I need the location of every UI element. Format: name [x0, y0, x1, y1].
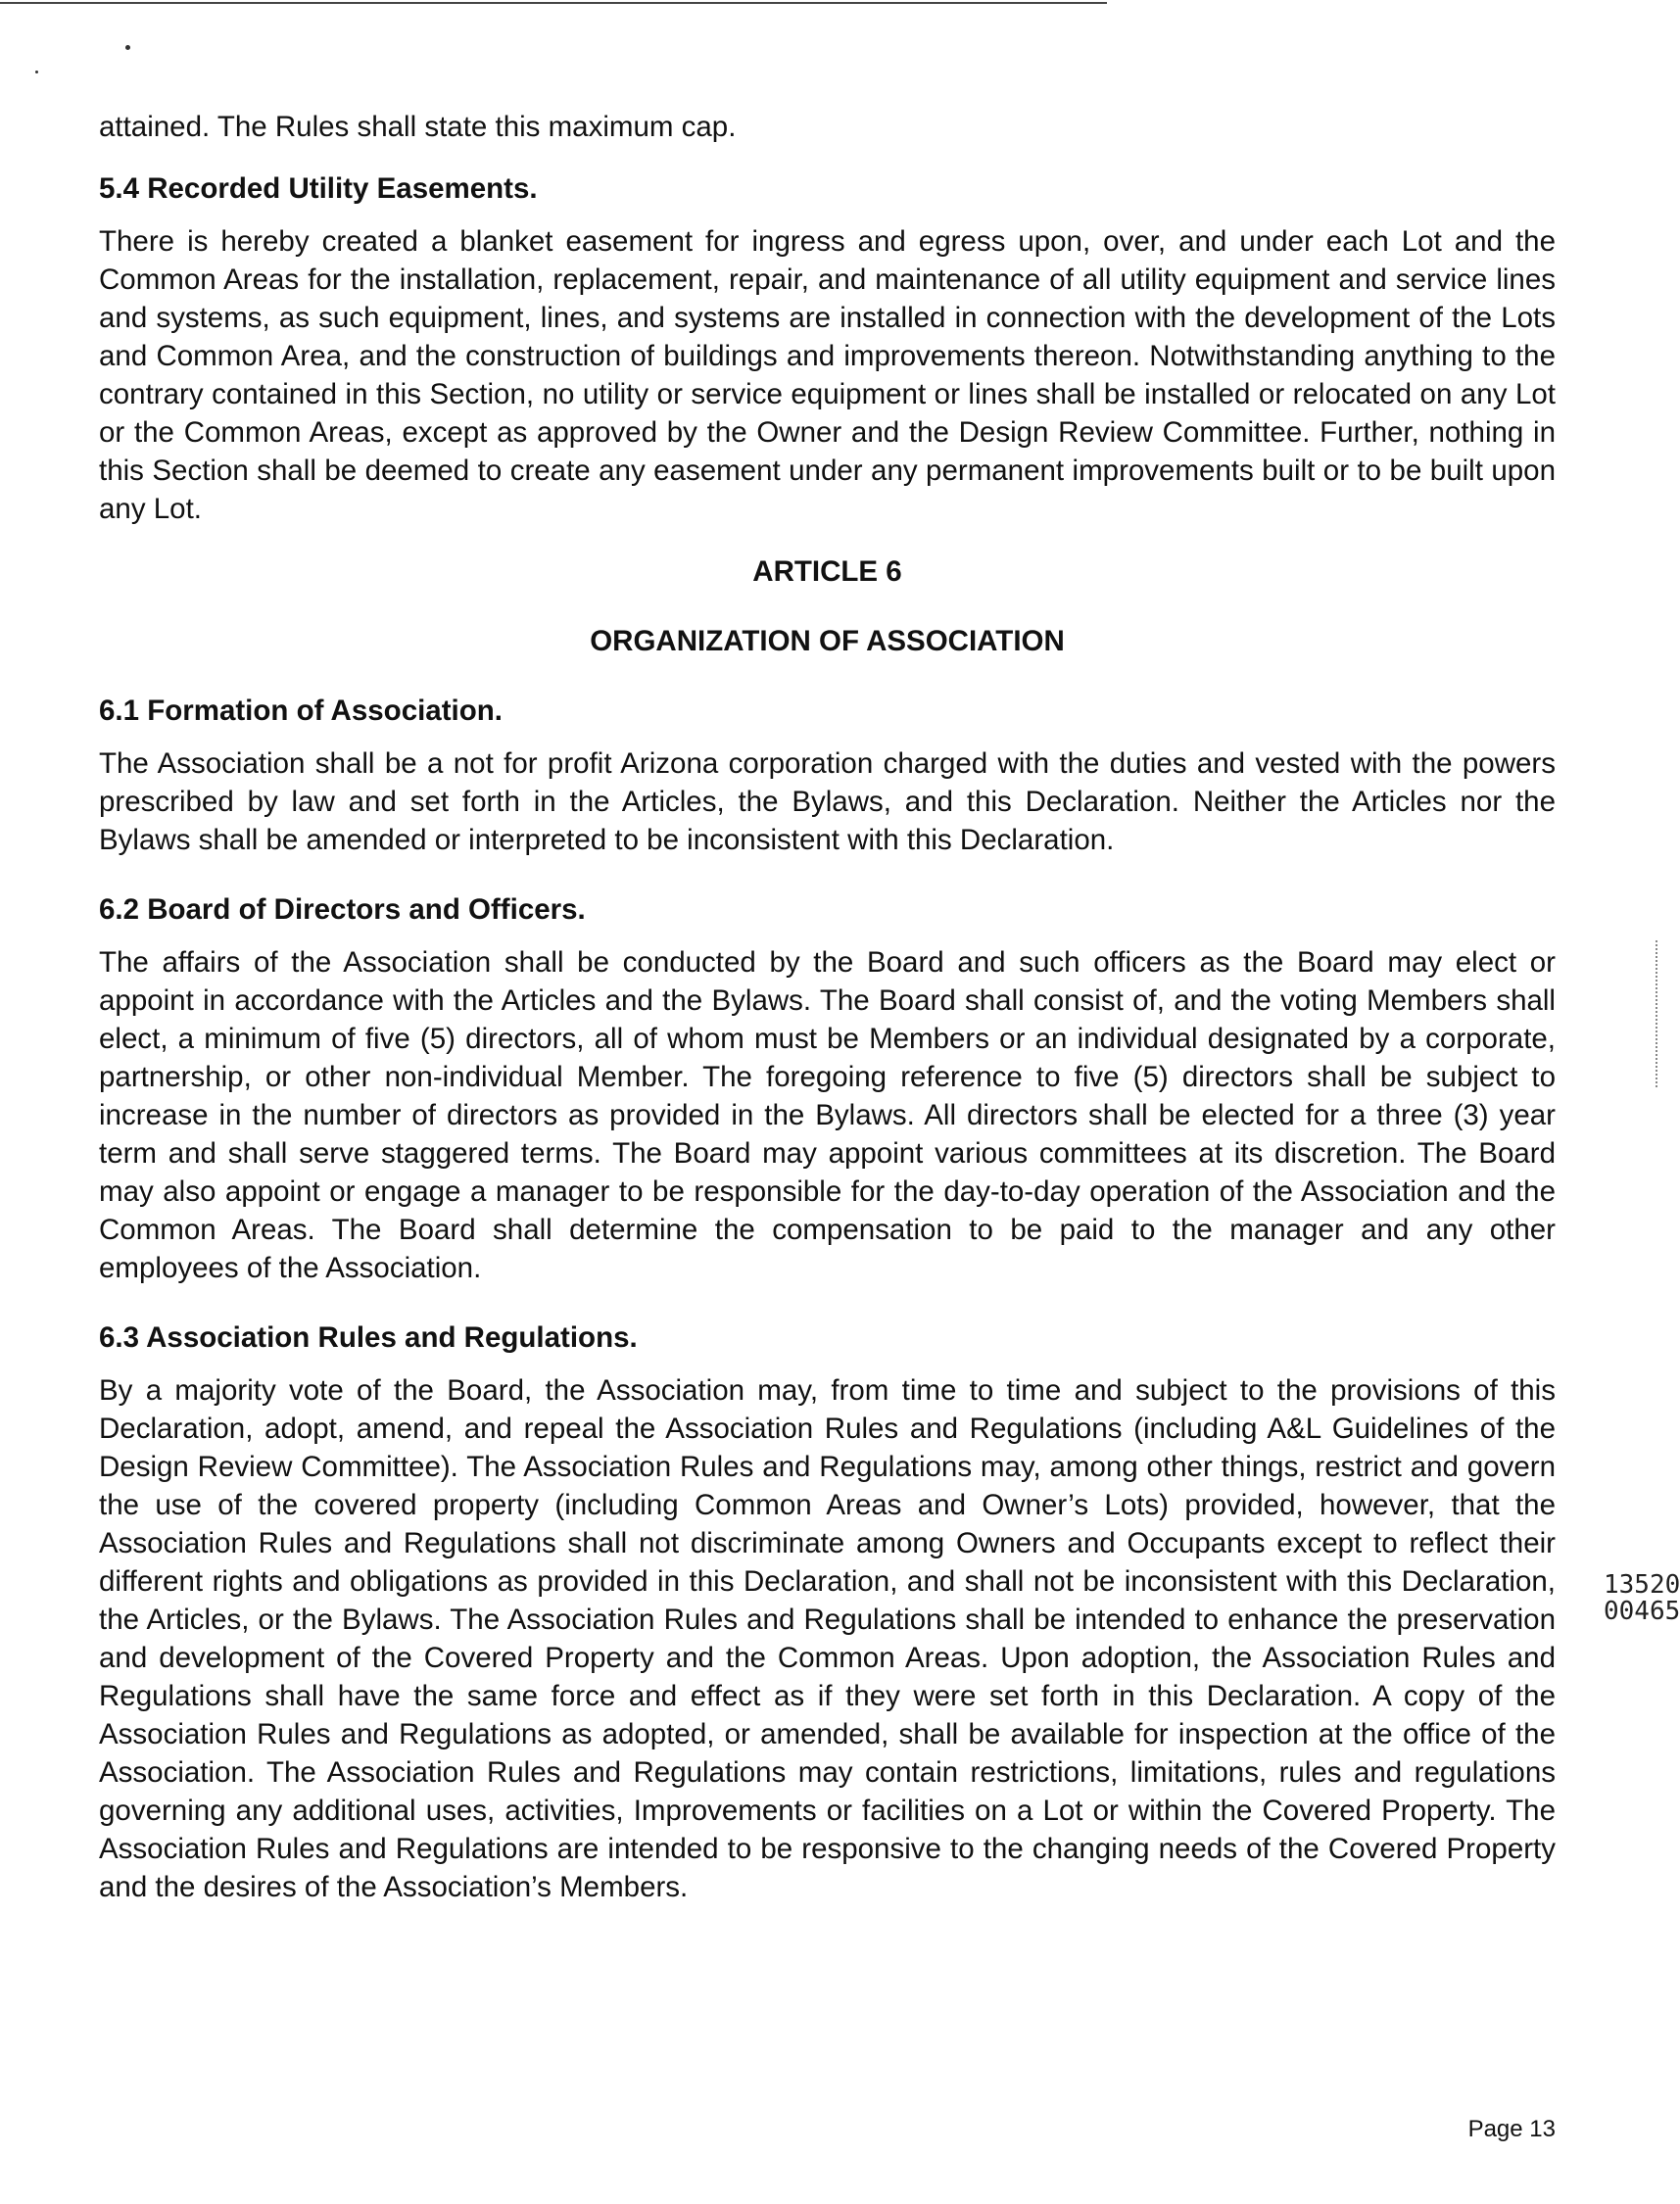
article-number: ARTICLE 6	[752, 555, 902, 588]
section-body-6-3: By a majority vote of the Board, the Association may, from time to time and subject to the provisions of this Declaration, adopt, amend, and repeal the Association Rules and Regulations (including A&L Guidelines of the Design Review Committee). The Association Rules and Regulations may, among other things, restrict and govern the use of the covered property (including Common Areas and Owner’s Lots) provided, however, that the Association Rules and Regulations shall not discriminate among Owners and Occupants except to reflect their different rights and obligations as provided in this Declaration, and shall not be inconsistent with this Declaration, the Articles, or the Bylaws. The Association Rules and Regulations shall be intended to enhance the preservation and development of the Covered Property and the Common Areas. Upon adoption, the Association Rules and Regulations shall have the same force and effect as if they were set forth in this Declaration. A copy of the Association Rules and Regulations as adopted, or amended, shall be available for inspection at the office of the Association. The Association Rules and Regulations may contain restrictions, limitations, rules and regulations governing any additional uses, activities, Improvements or facilities on a Lot or within the Covered Property. The Association Rules and Regulations are intended to be responsive to the changing needs of the Covered Property and the desires of the Association’s Members.	[99, 1374, 1556, 1903]
scan-artifact-line	[0, 2, 1107, 4]
page-number: Page 13	[1467, 2116, 1556, 2142]
continuation-text: attained. The Rules shall state this maximum cap.	[99, 111, 737, 143]
article-title: ORGANIZATION OF ASSOCIATION	[590, 625, 1065, 657]
section-heading-6-3: 6.3 Association Rules and Regulations.	[99, 1321, 638, 1354]
recording-stamp: 13520 00465	[1604, 1570, 1680, 1626]
section-body-5-4: There is hereby created a blanket easement for ingress and egress upon, over, and under each Lot and the Common Areas for the installation, replacement, repair, and maintenance of all utility equipment and service lines and systems, as such equipment, lines, and systems are installed in connection with the development of the Lots and Common Area, and the construction of buildings and improvements thereon. Notwithstanding anything to the contrary contained in this Section, no utility or service equipment or lines shall be installed or relocated on any Lot or the Common Areas, except as approved by the Owner and the Design Review Committee. Further, nothing in this Section shall be deemed to create any easement under any permanent improvements built or to be built upon any Lot.	[99, 225, 1556, 525]
document-body	[99, 108, 1556, 1906]
section-heading-5-4: 5.4 Recorded Utility Easements.	[99, 172, 538, 205]
scan-speck	[35, 71, 38, 73]
section-body-6-2: The affairs of the Association shall be conducted by the Board and such officers as the Board may elect or appoint in accordance with the Articles and the Bylaws. The Board shall consist of, and the voting Members shall elect, a minimum of five (5) directors, all of whom must be Members or an individual designated by a corporate, partnership, or other non-individual Member. The foregoing reference to five (5) directors shall be subject to increase in the number of directors as provided in the Bylaws. All directors shall be elected for a three (3) year term and shall serve staggered terms. The Board may appoint various committees at its discretion. The Board may also appoint or engage a manager to be responsible for the day-to-day operation of the Association and the Common Areas. The Board shall determine the compensation to be paid to the manager and any other employees of the Association.	[99, 946, 1556, 1284]
section-heading-6-2: 6.2 Board of Directors and Officers.	[99, 893, 586, 926]
section-body-6-1: The Association shall be a not for profit Arizona corporation charged with the duties and vested with the powers prescribed by law and set forth in the Articles, the Bylaws, and this Declaration. Neither the Articles nor the Bylaws shall be amended or interpreted to be inconsistent with this Declaration.	[99, 747, 1556, 856]
scan-margin-marks	[1656, 940, 1659, 1087]
section-heading-6-1: 6.1 Formation of Association.	[99, 695, 503, 727]
scan-speck	[125, 45, 130, 50]
